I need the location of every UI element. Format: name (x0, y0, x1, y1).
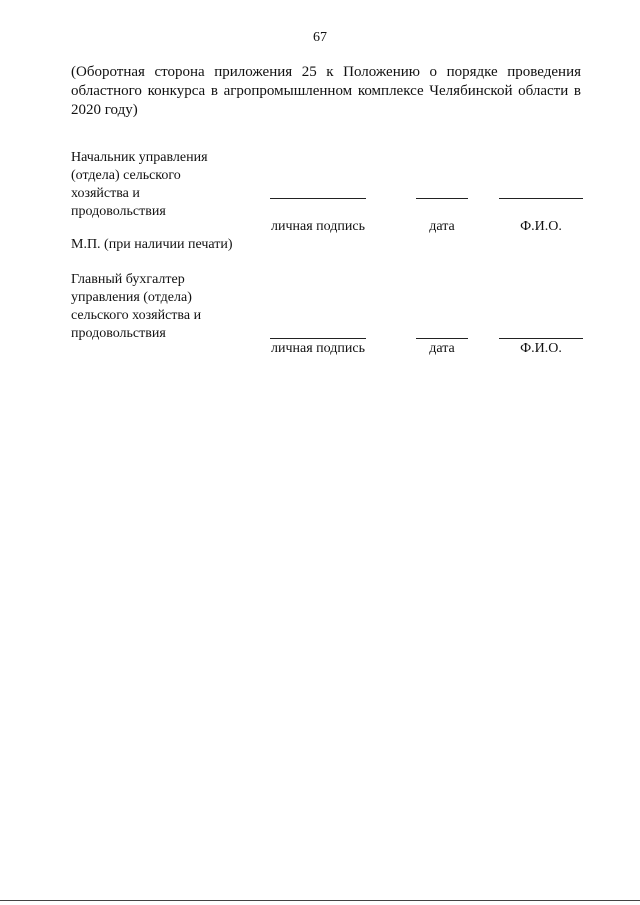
signature-line (270, 198, 366, 199)
role-line: Начальник управления (71, 150, 208, 165)
signatory-role-head (71, 149, 208, 221)
role-line: сельского хозяйства и (71, 308, 202, 323)
signature-caption: личная подпись (271, 341, 365, 356)
role-line: (отдела) сельского (71, 168, 181, 183)
heading-line: 2020 году) (71, 102, 138, 118)
role-line: продовольствия (71, 326, 166, 341)
name-caption: Ф.И.О. (520, 341, 562, 356)
name-line (499, 338, 583, 339)
signature-caption: личная подпись (271, 219, 365, 234)
name-caption: Ф.И.О. (520, 219, 562, 234)
role-line: Главный бухгалтер (71, 272, 185, 287)
name-line (499, 198, 583, 199)
signature-line (270, 338, 366, 339)
stamp-note: М.П. (при наличии печати) (71, 237, 233, 252)
date-line (416, 338, 468, 339)
date-caption: дата (429, 219, 455, 234)
appendix-heading (71, 63, 581, 120)
signatory-role-accountant (71, 271, 201, 343)
heading-line: областного конкурса в агропромышленном комплексе Челябинской области в (71, 83, 581, 99)
heading-line: (Оборотная сторона приложения 25 к Положению о порядке проведения (71, 64, 581, 80)
footer-rule (0, 900, 640, 901)
page-number: 67 (313, 30, 327, 45)
date-line (416, 198, 468, 199)
role-line: хозяйства и (71, 186, 140, 201)
role-line: управления (отдела) (71, 290, 192, 305)
date-caption: дата (429, 341, 455, 356)
role-line: продовольствия (71, 204, 166, 219)
